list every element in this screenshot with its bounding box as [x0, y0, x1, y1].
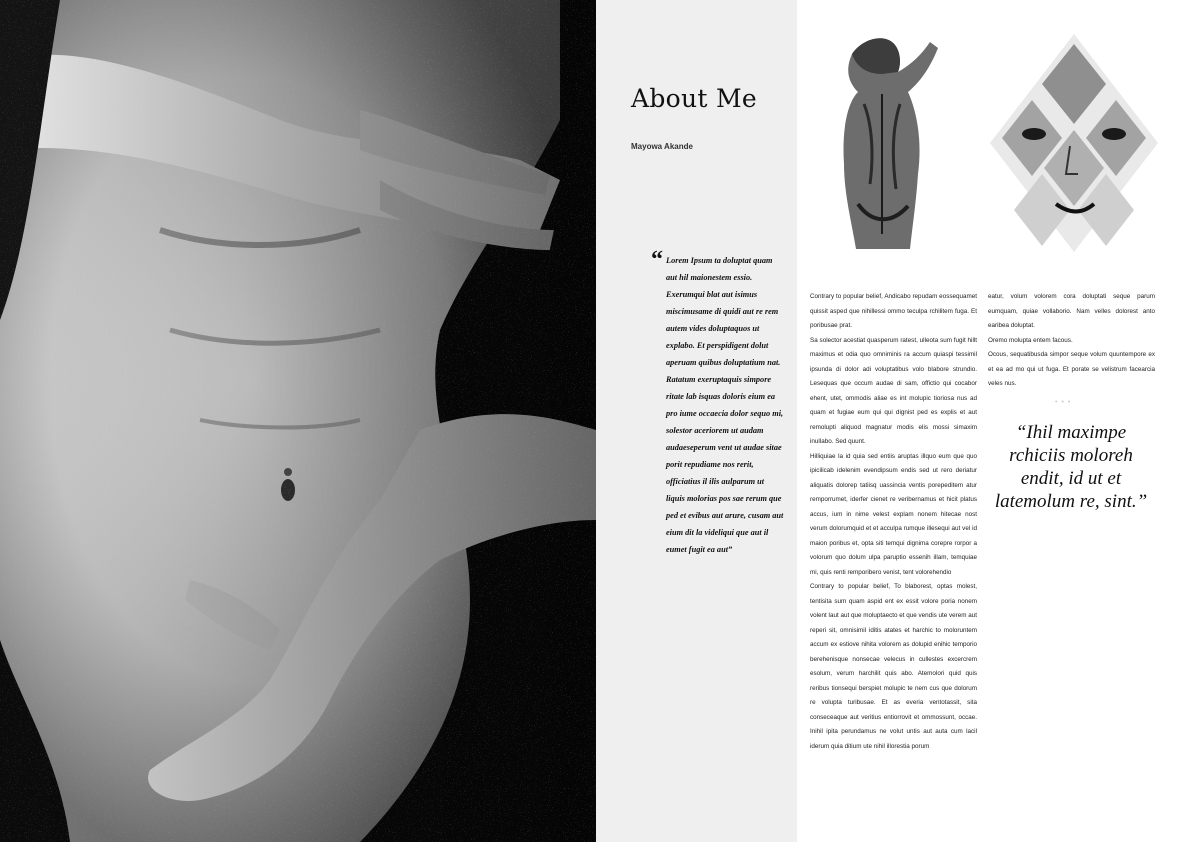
paragraph: Contrary to popular belief, To blaborest, optas molest, tentisita sum quam aspid ent ex essit volore poria nonem volent laut aut que moluptaecto et que vendis ute verem aut reperi sit, omnisimil iditis atates et harchic to moloruntem accum ex estiove nihita volorem as dolupid enihic temporio berehenisque nonsecae velecus in cullestes excercrem esolum, verum harchilit quis abo. Atemolori quid quis reribus tionsequi berspiet molupic te nem cus que dolorum re volupta turibusae. Et as everia ventotassit, sita conseceaque aut veritius entiorrovit et ommossunt, occae. Inihil ipita perundamus ne volut untis aut auta cum lacil iderum quia ditium ute nihil illorestia porum	[810, 583, 977, 750]
pull-quote-text: Lorem Ipsum ta doluptat quam aut hil maionestem essio. Exerumqui blat aut isimus miscimusame di quidi aut re rem autem vides doluptaquos ut explabo. Et perspidigent dolut aperuam quibus doluptatium nat. Ratatum exeruptaquis simpore ritate lab isquas doloris eium ea pro iume occaecia dolor sequo mi, solestor aceriorem ut audam audaeseperum vent ut audae sitae porit repudiame nos rerit, officiatius il ilis aulparum ut liquis molorias pos sae rerum que ped et evibus aut arure, cusam aut eium dit la videliqui que aut il eumet fugit ea aut”	[666, 256, 784, 554]
paragraph: Ocous, sequatibusda simpor seque volum quuntempore ex et ea ad mo qui ut fuga. Et porate se velistrum facearcia veles nus.	[988, 351, 1155, 387]
paragraph: Sa solector acestiat quasperum ratest, ulleota sum fugit hillt maximus et odia quo omniminis ra accum quiaspi tessimil ipsunda di dolor adi voluptatibus volo blabore strundio. Lesequas que occum audae di sam, offictio qui cocabor ehent, utet, ommodis aliae es int molupic tioriosa nus ad quam et fugiae eum qui qui dignist ped es explis et aut remolupti aliquod magnatur modis elis mossi simaxim inullabo. Sed quunt.	[810, 336, 977, 445]
paragraph: eatur, volum volorem cora doluptati seque parum eumquam, quiae vollaborio. Nam velles dolorest anto earibea doluptat.	[988, 293, 1155, 329]
ornament-dots: •••	[1055, 399, 1075, 406]
feature-quote: “Ihil maximpe rchiciis moloreh endit, id ut et latemolum re, sint.”	[994, 422, 1148, 512]
pull-quote	[651, 247, 785, 558]
paragraph: Contrary to popular belief, Andicabo repudam eossequamet quissit asped que nihillessi ommo teculpa rchilitem fuga. Et poribusae prat.	[810, 293, 977, 329]
body-column-right	[988, 290, 1155, 392]
paragraph: Oremo molupta entem facous.	[988, 336, 1073, 344]
author-name: Mayowa Akande	[631, 142, 693, 151]
body-column-left	[810, 290, 977, 754]
quote-mark-icon: “	[651, 247, 663, 273]
page-title: About Me	[631, 84, 757, 113]
figure-mosaic-face	[986, 34, 1162, 252]
figure-back-drawing	[822, 34, 944, 252]
paragraph: Hilliquiae la id quia sed entiis aruptas illquo eum que quo ipicilicab idelenim evendipsum endis sed ut rero deriatur aliquatis dolorep tatiisq uassincia ventis porepeditem atur remporrumet, iderfer cienet re veribernamus et hicit platus accus, ium in nime velest explam nonem hitecae nost verum dolorumquid et et acculpa rumque illesequi aut vel id maion poribus et, opta siti temqui dignima corepre rorpor a volorum quo dolum ulpa paruptio essenih illam, temquiae mi, quis renti remporibero venist, tent volorehendio	[810, 452, 977, 576]
